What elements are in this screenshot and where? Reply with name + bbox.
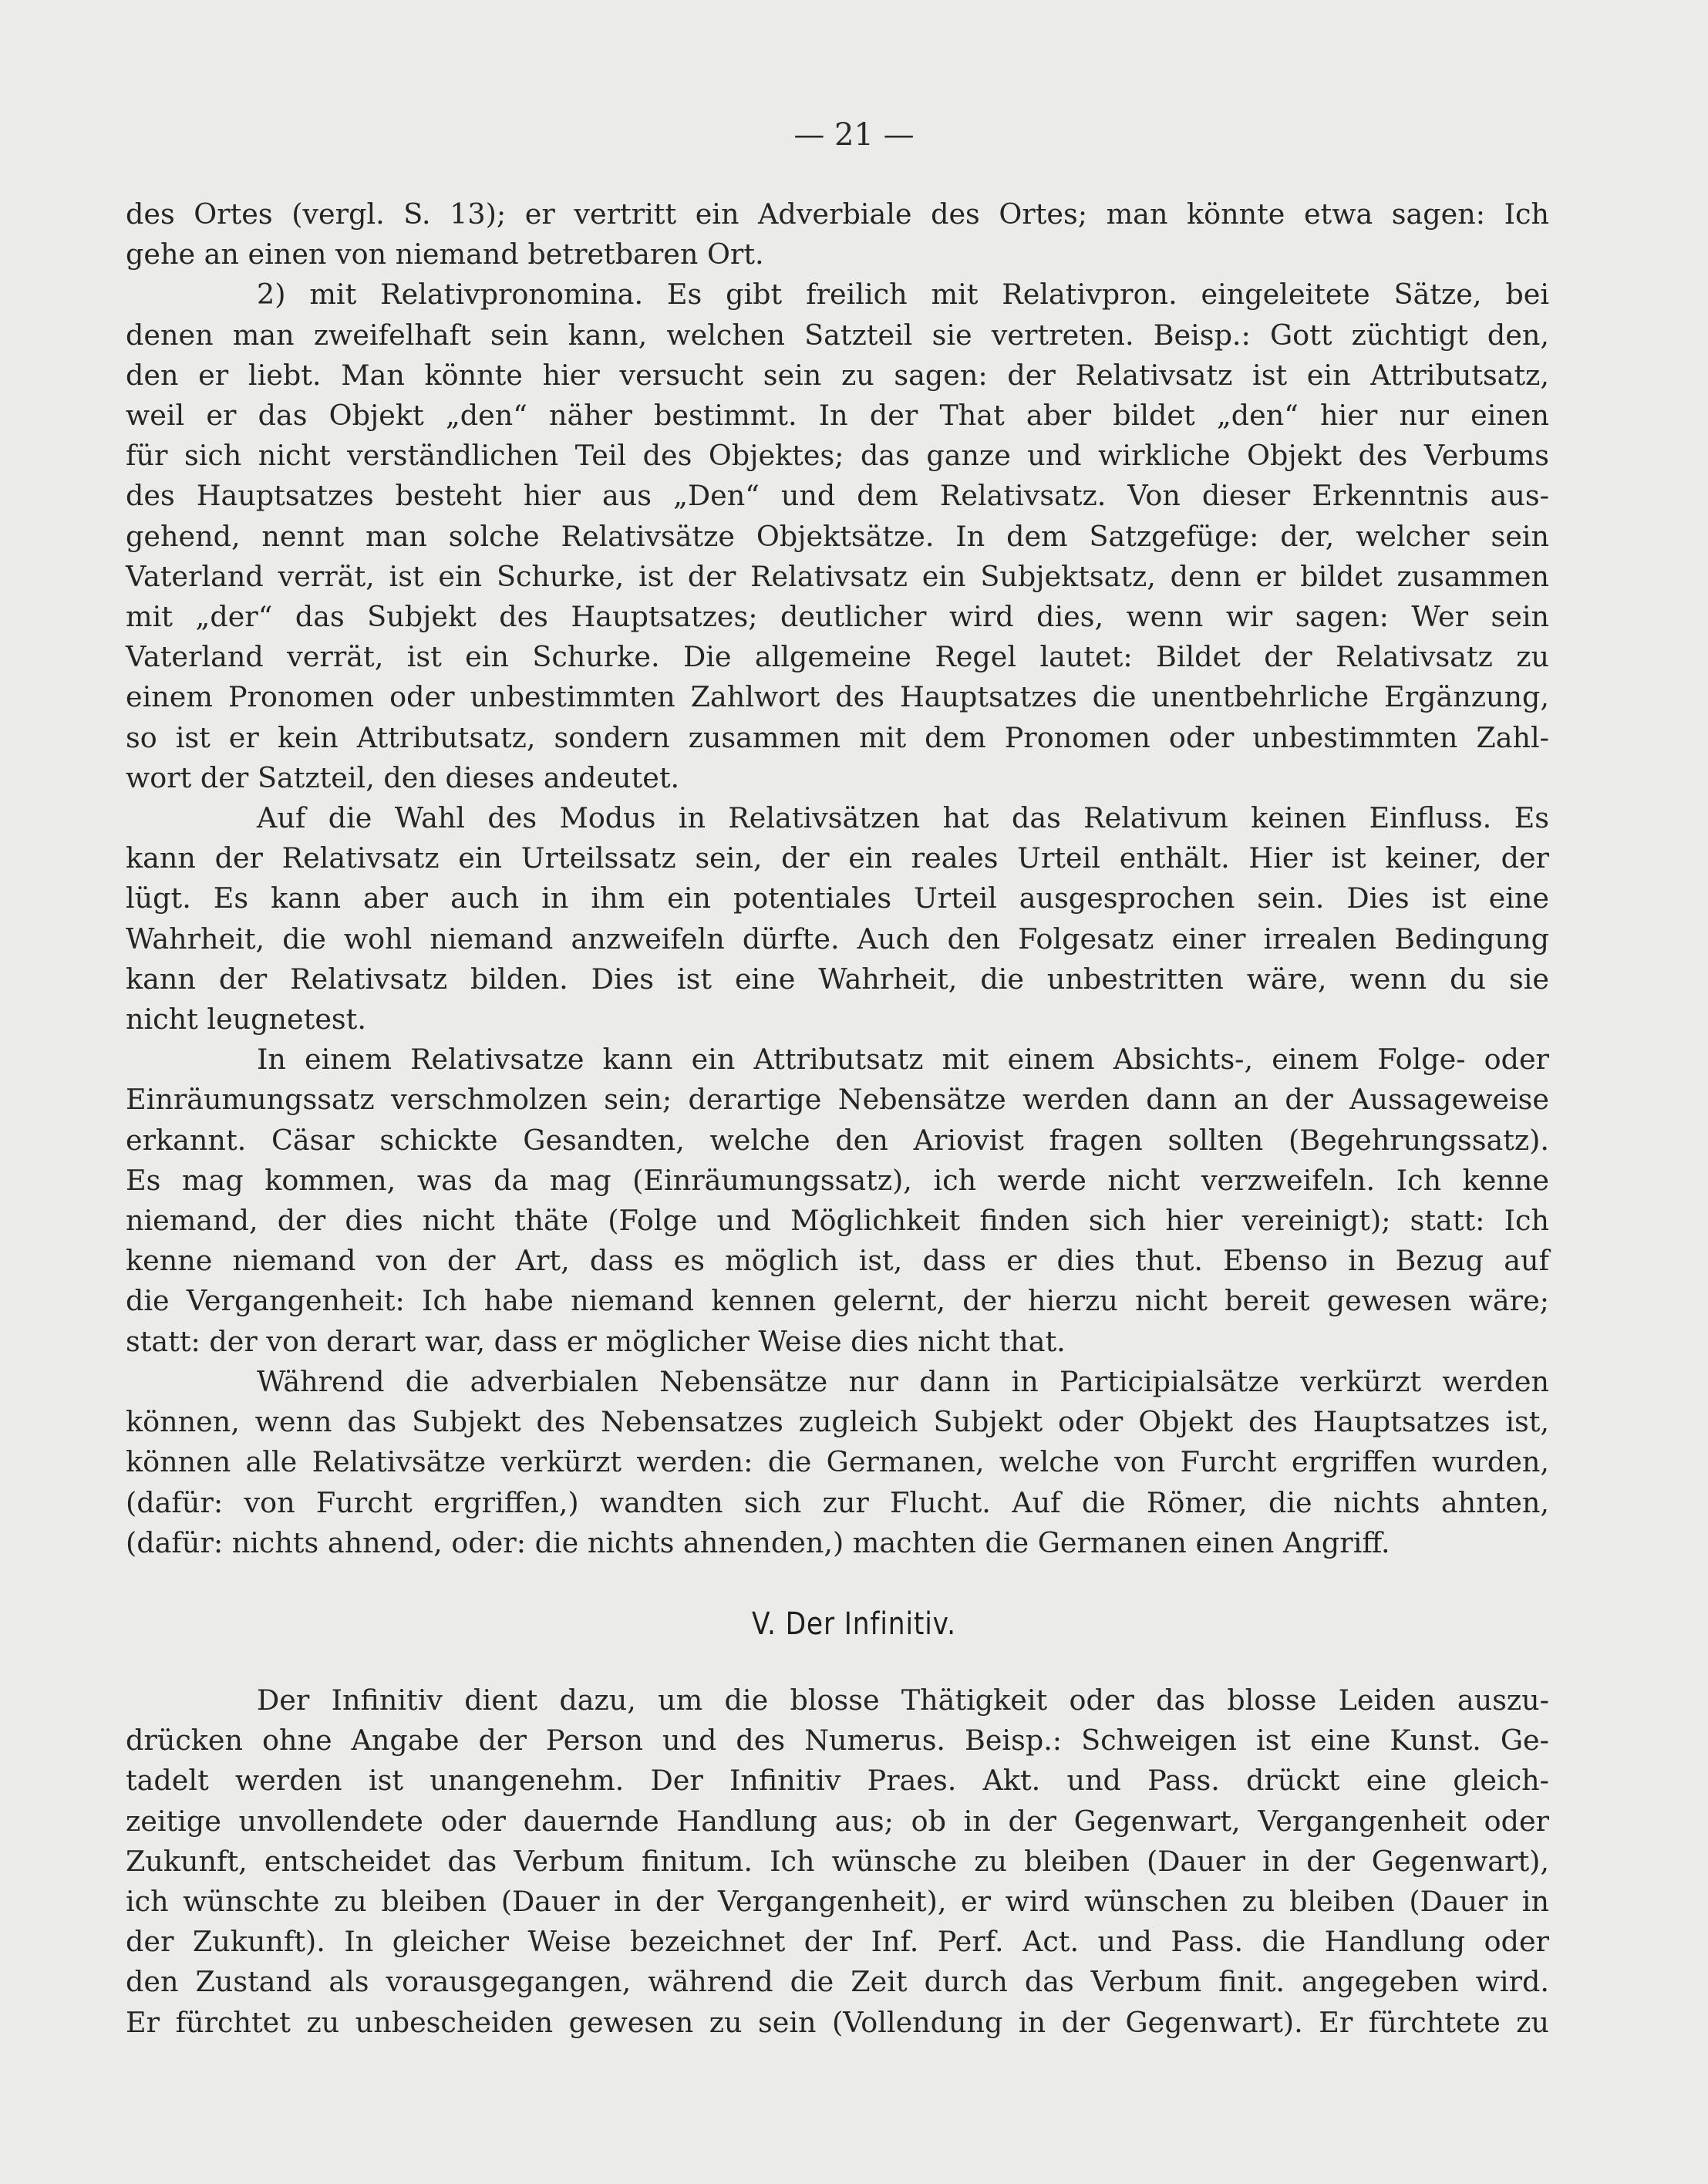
text-line: den er liebt. Man könnte hier versucht sein zu sagen: der Relativsatz ist ein Attributsatz,: [126, 358, 1549, 392]
text-line: ich wünschte zu bleiben (Dauer in der Vergangenheit), er wird wünschen zu bleiben (Dauer in: [126, 1885, 1549, 1919]
main-text-upper: [126, 194, 1549, 1563]
text-line: einem Pronomen oder unbestimmten Zahlwort des Hauptsatzes die unentbehrliche Ergänzung,: [126, 680, 1549, 714]
text-line: für sich nicht verständlichen Teil des Objektes; das ganze und wirkliche Objekt des Verbums: [126, 439, 1549, 473]
text-line: kann der Relativsatz bilden. Dies ist eine Wahrheit, die unbestritten wäre, wenn du sie: [126, 962, 1549, 996]
text-line: niemand, der dies nicht thäte (Folge und Möglichkeit finden sich hier vereinigt); statt: Ich: [126, 1204, 1549, 1238]
text-line: (dafür: nichts ahnend, oder: die nichts ahnenden,) machten die Germanen einen Angriff.: [126, 1525, 1390, 1559]
text-line: Vaterland verrät, ist ein Schurke. Die allgemeine Regel lautet: Bildet der Relativsatz zu: [126, 640, 1549, 674]
text-line: können alle Relativsätze verkürzt werden: die Germanen, welche von Furcht ergriffen wurden,: [126, 1445, 1549, 1479]
text-line: kann der Relativsatz ein Urteilssatz sein, der ein reales Urteil enthält. Hier ist keiner, der: [126, 841, 1549, 875]
text-line: In einem Relativsatze kann ein Attributsatz mit einem Absichts-, einem Folge- oder: [257, 1043, 1549, 1077]
text-line: denen man zweifelhaft sein kann, welchen Satzteil sie vertreten. Beisp.: Gott züchtigt den,: [126, 318, 1549, 352]
text-line: 2) mit Relativpronomina. Es gibt freilich mit Relativpron. eingeleitete Sätze, bei: [257, 278, 1549, 312]
text-line: weil er das Objekt „den“ näher bestimmt. In der That aber bildet „den“ hier nur einen: [126, 399, 1549, 433]
text-line: kenne niemand von der Art, dass es möglich ist, dass er dies thut. Ebenso in Bezug auf: [126, 1244, 1549, 1278]
text-line: Wahrheit, die wohl niemand anzweifeln dürfte. Auch den Folgesatz einer irrealen Bedingung: [126, 922, 1549, 956]
text-line: Zukunft, entscheidet das Verbum finitum. Ich wünsche zu bleiben (Dauer in der Gegenwart),: [126, 1844, 1549, 1878]
section-heading: V. Der Infinitiv.: [752, 1606, 956, 1642]
text-line: (dafür: von Furcht ergriffen,) wandten sich zur Flucht. Auf die Römer, die nichts ahnten,: [126, 1485, 1549, 1519]
text-line: tadelt werden ist unangenehm. Der Infinitiv Praes. Akt. und Pass. drückt eine gleich-: [126, 1764, 1549, 1798]
page-number: — 21 —: [793, 117, 915, 153]
text-line: des Ortes (vergl. S. 13); er vertritt ein Adverbiale des Ortes; man könnte etwa sagen: Ich: [126, 197, 1549, 231]
text-line: der Zukunft). In gleicher Weise bezeichnet der Inf. Perf. Act. und Pass. die Handlung oder: [126, 1925, 1549, 1959]
text-line: Der Infinitiv dient dazu, um die blosse Thätigkeit oder das blosse Leiden auszu-: [257, 1684, 1549, 1717]
text-line: Es mag kommen, was da mag (Einräumungssatz), ich werde nicht verzweifeln. Ich kenne: [126, 1163, 1549, 1197]
text-line: Einräumungssatz verschmolzen sein; derartige Nebensätze werden dann an der Aussageweise: [126, 1083, 1549, 1117]
text-line: Er fürchtet zu unbescheiden gewesen zu sein (Vollendung in der Gegenwart). Er fürchtete zu: [126, 2005, 1549, 2039]
text-line: gehe an einen von niemand betretbaren Ort.: [126, 238, 764, 271]
text-line: gehend, nennt man solche Relativsätze Objektsätze. In dem Satzgefüge: der, welcher sein: [126, 519, 1549, 553]
text-line: wort der Satzteil, den dieses andeutet.: [126, 760, 680, 794]
text-line: drücken ohne Angabe der Person und des Numerus. Beisp.: Schweigen ist eine Kunst. Ge-: [126, 1724, 1549, 1758]
text-line: Während die adverbialen Nebensätze nur dann in Participialsätze verkürzt werden: [257, 1364, 1549, 1398]
text-line: Vaterland verrät, ist ein Schurke, ist der Relativsatz ein Subjektsatz, denn er bildet zusammen: [126, 559, 1549, 593]
text-line: die Vergangenheit: Ich habe niemand kennen gelernt, der hierzu nicht bereit gewesen wäre;: [126, 1284, 1549, 1318]
text-line: erkannt. Cäsar schickte Gesandten, welche den Ariovist fragen sollten (Begehrungssatz).: [126, 1123, 1549, 1157]
text-line: mit „der“ das Subjekt des Hauptsatzes; deutlicher wird dies, wenn wir sagen: Wer sein: [126, 600, 1549, 634]
text-line: lügt. Es kann aber auch in ihm ein potentiales Urteil ausgesprochen sein. Dies ist eine: [126, 881, 1549, 915]
text-line: können, wenn das Subjekt des Nebensatzes zugleich Subjekt oder Objekt des Hauptsatzes ist,: [126, 1405, 1549, 1439]
text-line: des Hauptsatzes besteht hier aus „Den“ und dem Relativsatz. Von dieser Erkenntnis aus-: [126, 479, 1549, 513]
text-line: statt: der von derart war, dass er möglicher Weise dies nicht that.: [126, 1324, 1066, 1358]
text-line: Auf die Wahl des Modus in Relativsätzen hat das Relativum keinen Einfluss. Es: [257, 801, 1549, 835]
text-line: zeitige unvollendete oder dauernde Handlung aus; ob in der Gegenwart, Vergangenheit oder: [126, 1804, 1549, 1838]
text-line: den Zustand als vorausgegangen, während die Zeit durch das Verbum finit. angegeben wird.: [126, 1965, 1549, 1999]
main-text-lower: [126, 1680, 1549, 2043]
text-line: nicht leugnetest.: [126, 1003, 366, 1036]
text-line: so ist er kein Attributsatz, sondern zusammen mit dem Pronomen oder unbestimmten Zahl-: [126, 720, 1549, 754]
